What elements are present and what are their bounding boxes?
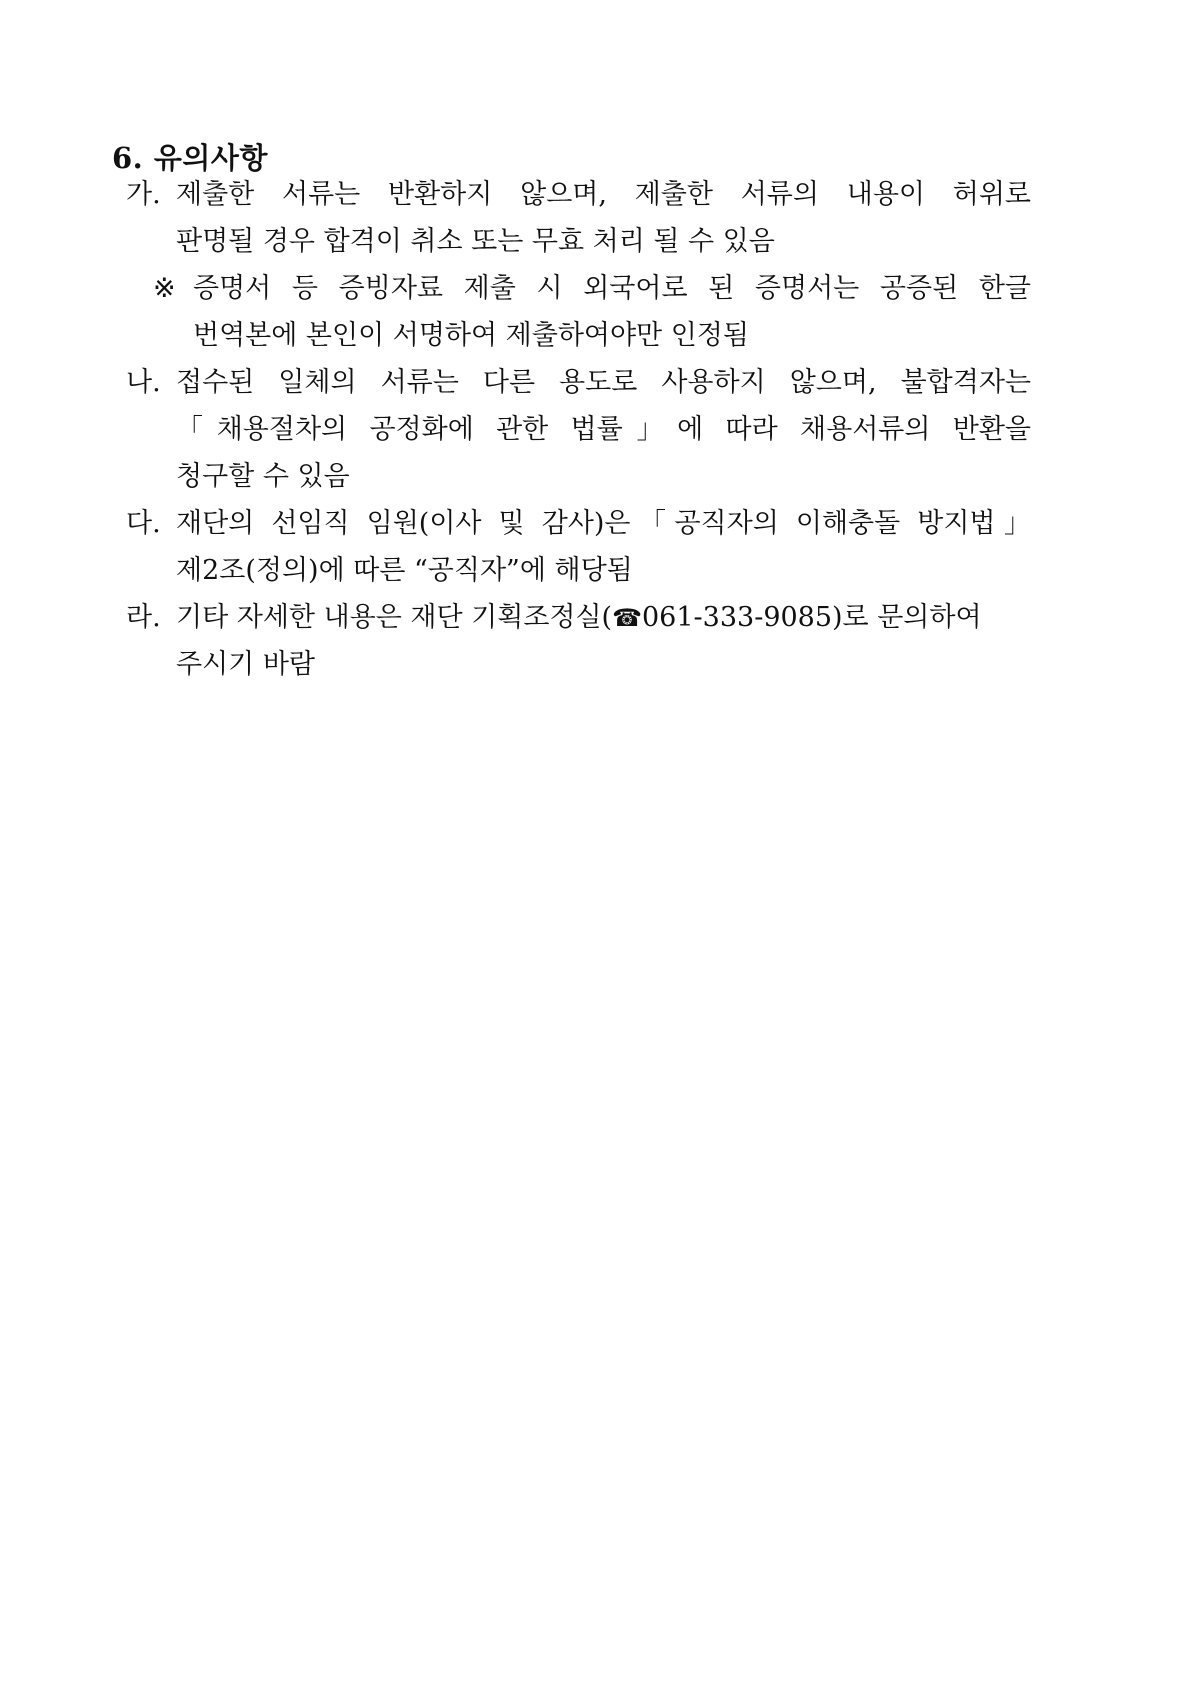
item-na-line-1: 접수된 일체의 서류는 다른 용도로 사용하지 않으며, 불합격자는 bbox=[176, 367, 1031, 398]
item-marker-ga: 가. bbox=[126, 179, 161, 210]
item-ra-line-1 bbox=[176, 601, 1031, 635]
item-ra-line-1-text bbox=[176, 601, 982, 635]
section-number: 6. bbox=[112, 141, 144, 175]
item-da-line-1: 재단의 선임직 임원(이사 및 감사)은「공직자의 이해충돌 방지법」 bbox=[176, 508, 1031, 539]
item-ra-line-2: 주시기 바람 bbox=[176, 649, 315, 680]
item-marker-da: 다. bbox=[126, 508, 161, 539]
section-title: 유의사항 bbox=[153, 141, 268, 175]
item-da-line-2: 제2조(정의)에 따른 “공직자”에 해당됨 bbox=[176, 555, 633, 586]
item-ga-line-1: 제출한 서류는 반환하지 않으며, 제출한 서류의 내용이 허위로 bbox=[176, 179, 1031, 210]
item-ga-line-2: 판명될 경우 합격이 취소 또는 무효 처리 될 수 있음 bbox=[176, 226, 775, 257]
item-ra-text-after: 061-333-9085)로 문의하여 bbox=[642, 602, 982, 633]
item-ra-text-before: 기타 자세한 내용은 재단 기획조정실( bbox=[176, 602, 613, 633]
item-na-line-2: 「채용절차의 공정화에 관한 법률」에 따라 채용서류의 반환을 bbox=[176, 414, 1031, 445]
item-marker-na: 나. bbox=[126, 367, 161, 398]
section-heading bbox=[112, 136, 268, 177]
item-na-line-3: 청구할 수 있음 bbox=[176, 461, 350, 492]
phone-icon: ☎ bbox=[612, 604, 642, 632]
note-line-1: 증명서 등 증빙자료 제출 시 외국어로 된 증명서는 공증된 한글 bbox=[193, 273, 1031, 304]
item-marker-ra: 라. bbox=[126, 602, 161, 633]
note-marker: ※ bbox=[153, 273, 176, 304]
note-line-2: 번역본에 본인이 서명하여 제출하여야만 인정됨 bbox=[193, 320, 749, 351]
